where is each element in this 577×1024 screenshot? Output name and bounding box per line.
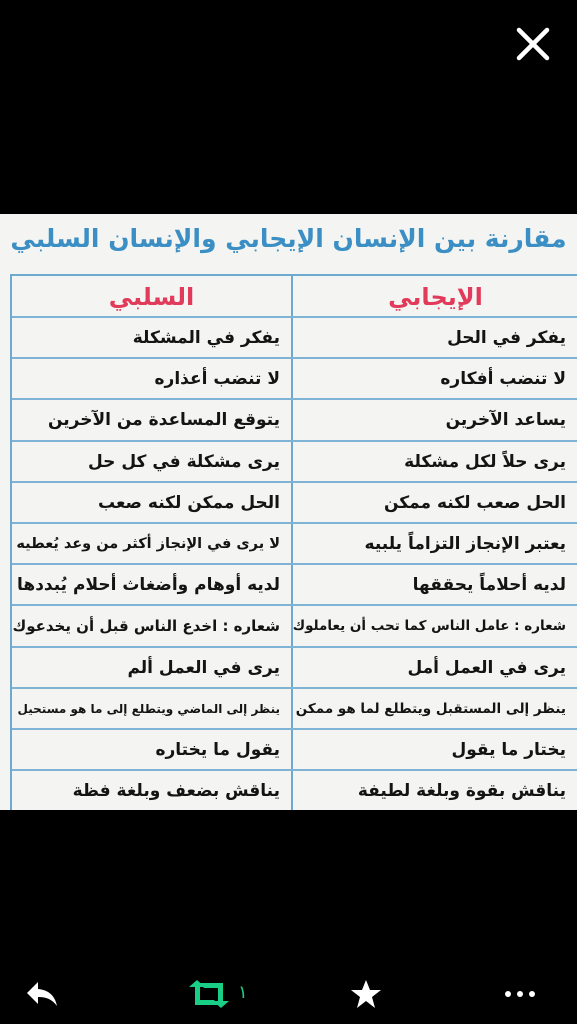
cell-negative: الحل ممكن لكنه صعب <box>97 492 280 513</box>
table-row <box>12 442 577 483</box>
cell-positive: شعاره : عامل الناس كما تحب أن يعاملوك <box>292 618 566 635</box>
cell-negative: ينظر إلى الماضي ويتطلع إلى ما هو مستحيل <box>17 701 280 716</box>
table-row <box>12 400 577 441</box>
cell-positive: يرى حلاً لكل مشكلة <box>404 451 566 472</box>
cell-positive: يعتبر الإنجاز التزاماً يلبيه <box>364 534 566 554</box>
table-row <box>12 524 577 565</box>
cell-negative: يتوقع المساعدة من الآخرين <box>47 410 280 431</box>
favorite-button[interactable] <box>350 978 382 1010</box>
cell-negative: لديه أوهام وأضغاث أحلام يُبددها <box>17 575 280 596</box>
retweet-icon <box>186 978 232 1010</box>
table-row <box>12 606 577 647</box>
cell-negative: يناقش بضعف وبلغة فظة <box>72 781 280 802</box>
table-row <box>12 565 577 606</box>
close-button[interactable] <box>513 24 553 64</box>
star-icon <box>350 978 382 1010</box>
close-icon <box>513 24 553 64</box>
cell-positive: يناقش بقوة وبلغة لطيفة <box>357 781 566 802</box>
table-row <box>12 730 577 771</box>
header-positive: الإيجابي <box>388 283 483 311</box>
action-bar <box>0 964 577 1024</box>
cell-negative: شعاره : اخدع الناس قبل أن يخدعوك <box>12 617 280 636</box>
cell-negative: لا تنضب أعذاره <box>154 369 280 390</box>
image-title: مقارنة بين الإنسان الإيجابي والإنسان السلبي <box>10 224 567 253</box>
cell-negative: يفكر في المشكلة <box>132 328 280 348</box>
comparison-table <box>10 274 577 810</box>
cell-positive: لا تنضب أفكاره <box>440 369 566 390</box>
more-icon <box>500 978 540 1010</box>
cell-positive: يفكر في الحل <box>447 328 566 348</box>
cell-positive: يرى في العمل أمل <box>407 657 566 678</box>
table-row <box>12 771 577 810</box>
table-row <box>12 483 577 524</box>
cell-positive: يختار ما يقول <box>451 740 566 760</box>
retweet-button[interactable] <box>186 978 232 1010</box>
retweet-count: ١ <box>238 982 248 1003</box>
table-row <box>12 359 577 400</box>
table-row <box>12 689 577 730</box>
cell-positive: يساعد الآخرين <box>445 410 566 431</box>
table-row <box>12 648 577 689</box>
header-negative: السلبي <box>108 283 195 311</box>
cell-negative: يرى مشكلة في كل حل <box>88 451 280 472</box>
cell-positive: الحل صعب لكنه ممكن <box>383 492 566 513</box>
more-button[interactable] <box>500 978 540 1010</box>
table-row <box>12 318 577 359</box>
reply-button[interactable] <box>24 978 60 1010</box>
cell-positive: لديه أحلاماً يحققها <box>412 575 566 596</box>
cell-negative: يقول ما يختاره <box>155 740 280 760</box>
cell-negative: يرى في العمل ألم <box>127 657 280 678</box>
header-row <box>12 276 577 318</box>
comparison-image <box>0 214 577 810</box>
cell-negative: لا يرى في الإنجاز أكثر من وعد يُعطيه <box>16 536 280 552</box>
cell-positive: ينظر إلى المستقبل ويتطلع لما هو ممكن <box>295 700 566 717</box>
reply-icon <box>24 978 60 1010</box>
